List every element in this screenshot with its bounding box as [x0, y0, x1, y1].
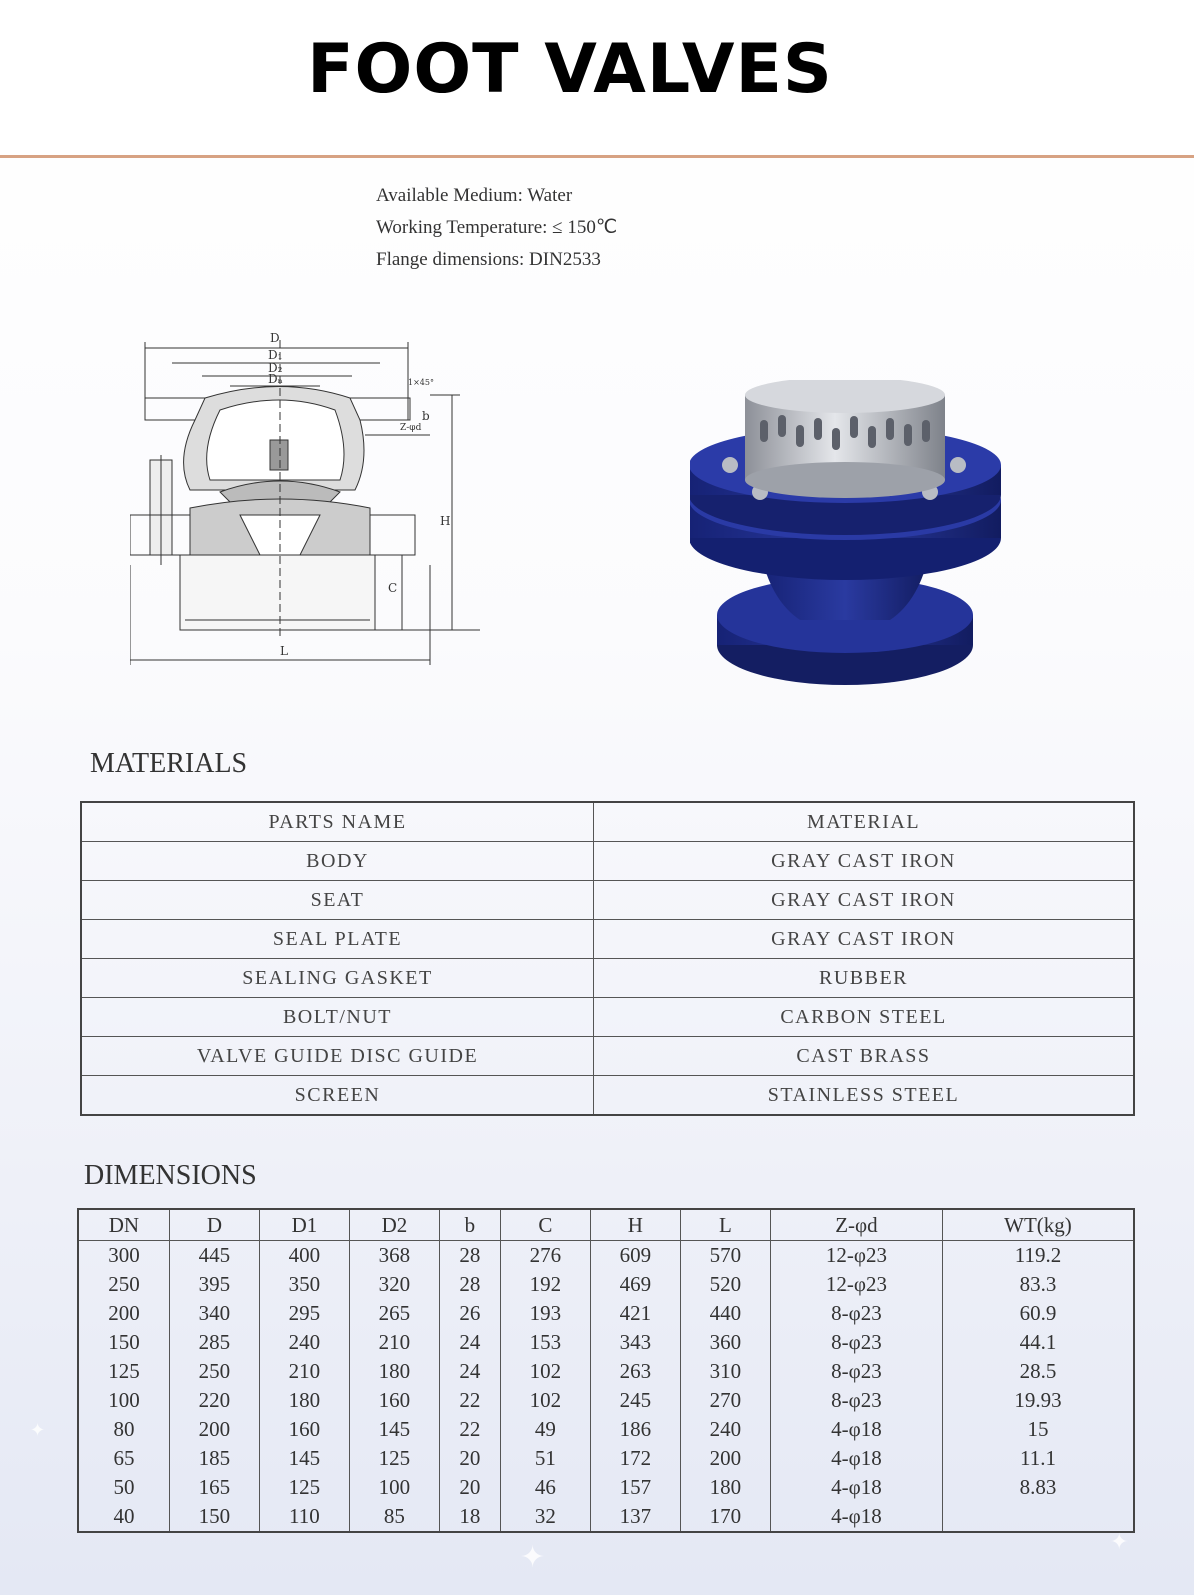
column-header: C — [500, 1209, 590, 1241]
dimension-cell: 18 — [439, 1502, 500, 1532]
column-header: DN — [78, 1209, 169, 1241]
dimension-cell: 44.1 — [942, 1328, 1134, 1357]
dimension-cell: 240 — [680, 1415, 770, 1444]
dimension-cell: 186 — [590, 1415, 680, 1444]
spec-temperature: Working Temperature: ≤ 150℃ — [376, 217, 618, 238]
dimension-cell: 145 — [259, 1444, 349, 1473]
dimension-cell: 157 — [590, 1473, 680, 1502]
column-header: D — [169, 1209, 259, 1241]
dimension-cell: 60.9 — [942, 1299, 1134, 1328]
dimension-cell: 20 — [439, 1473, 500, 1502]
dimension-cell: 125 — [259, 1473, 349, 1502]
dimension-cell: 570 — [680, 1241, 770, 1271]
table-row — [81, 1037, 1134, 1076]
dimension-cell: 102 — [500, 1357, 590, 1386]
dimension-cell: 32 — [500, 1502, 590, 1532]
dimension-cell: 265 — [349, 1299, 439, 1328]
dimension-cell: 125 — [349, 1444, 439, 1473]
dimension-cell: 150 — [78, 1328, 169, 1357]
dimension-cell: 250 — [169, 1357, 259, 1386]
label-l: L — [280, 644, 288, 658]
dimension-cell: 8-φ23 — [770, 1386, 942, 1415]
dimension-cell: 11.1 — [942, 1444, 1134, 1473]
dimension-cell: 22 — [439, 1415, 500, 1444]
foot-valve-photo-icon — [690, 380, 1030, 700]
dimension-cell: 4-φ18 — [770, 1502, 942, 1532]
dimension-cell: 49 — [500, 1415, 590, 1444]
dimensions-heading: DIMENSIONS — [84, 1160, 257, 1191]
dimension-cell: 440 — [680, 1299, 770, 1328]
dimension-cell: 85 — [349, 1502, 439, 1532]
label-d1: D₁ — [268, 348, 283, 362]
valve-section-drawing — [130, 330, 490, 685]
column-header: D1 — [259, 1209, 349, 1241]
dimension-cell: 100 — [349, 1473, 439, 1502]
table-row — [78, 1328, 1134, 1357]
table-row — [78, 1386, 1134, 1415]
materials-table — [80, 801, 1135, 1116]
dimension-cell: 210 — [349, 1328, 439, 1357]
dimension-cell: 12-φ23 — [770, 1241, 942, 1271]
spec-medium: Available Medium: Water — [376, 185, 573, 206]
dimension-cell: 200 — [78, 1299, 169, 1328]
label-h: H — [440, 514, 451, 528]
table-row — [78, 1415, 1134, 1444]
dimension-cell: 285 — [169, 1328, 259, 1357]
dimension-cell: 46 — [500, 1473, 590, 1502]
table-row — [78, 1357, 1134, 1386]
table-row — [81, 881, 1134, 920]
dimension-cell: 24 — [439, 1357, 500, 1386]
dimension-cell: 137 — [590, 1502, 680, 1532]
material-cell: MATERIAL — [594, 802, 1135, 842]
dimension-cell: 160 — [259, 1415, 349, 1444]
column-header: L — [680, 1209, 770, 1241]
dimension-cell: 100 — [78, 1386, 169, 1415]
dimension-cell: 65 — [78, 1444, 169, 1473]
dimension-cell: 180 — [680, 1473, 770, 1502]
dimension-cell: 8-φ23 — [770, 1357, 942, 1386]
table-row — [81, 959, 1134, 998]
dimension-cell: 300 — [78, 1241, 169, 1271]
dimension-cell: 28 — [439, 1270, 500, 1299]
dimension-cell: 4-φ18 — [770, 1415, 942, 1444]
dimension-cell: 80 — [78, 1415, 169, 1444]
dimension-cell: 153 — [500, 1328, 590, 1357]
dimension-cell: 110 — [259, 1502, 349, 1532]
material-cell: CARBON STEEL — [594, 998, 1135, 1037]
material-cell: RUBBER — [594, 959, 1135, 998]
dimension-cell: 250 — [78, 1270, 169, 1299]
dimension-cell: 180 — [349, 1357, 439, 1386]
table-row — [78, 1473, 1134, 1502]
dimension-cell: 368 — [349, 1241, 439, 1271]
dimension-cell: 165 — [169, 1473, 259, 1502]
part-name-cell: PARTS NAME — [81, 802, 594, 842]
dimension-cell: 200 — [680, 1444, 770, 1473]
column-header: Z-φd — [770, 1209, 942, 1241]
dimension-cell: 4-φ18 — [770, 1473, 942, 1502]
dimension-cell: 20 — [439, 1444, 500, 1473]
table-row — [81, 1076, 1134, 1116]
dimension-cell: 26 — [439, 1299, 500, 1328]
material-cell: CAST BRASS — [594, 1037, 1135, 1076]
table-row — [78, 1444, 1134, 1473]
label-chamfer: 1×45° — [408, 378, 434, 387]
dimension-cell: 8-φ23 — [770, 1299, 942, 1328]
dimension-cell: 445 — [169, 1241, 259, 1271]
dimension-cell: 102 — [500, 1386, 590, 1415]
dimension-cell: 28.5 — [942, 1357, 1134, 1386]
dimension-cell: 340 — [169, 1299, 259, 1328]
title-divider — [0, 155, 1194, 158]
column-header: WT(kg) — [942, 1209, 1134, 1241]
dimensions-table — [77, 1208, 1135, 1533]
dimension-cell: 170 — [680, 1502, 770, 1532]
table-row — [78, 1270, 1134, 1299]
dimension-cell: 8-φ23 — [770, 1328, 942, 1357]
dimension-cell: 270 — [680, 1386, 770, 1415]
sparkle-icon: ✦ — [520, 1540, 546, 1575]
label-dn: Dₙ — [268, 372, 283, 386]
dimension-cell: 125 — [78, 1357, 169, 1386]
dimension-cell: 310 — [680, 1357, 770, 1386]
dimension-cell: 185 — [169, 1444, 259, 1473]
dimension-cell: 145 — [349, 1415, 439, 1444]
label-d2: D₂ — [268, 361, 283, 375]
dimension-cell: 180 — [259, 1386, 349, 1415]
part-name-cell: BODY — [81, 842, 594, 881]
spec-flange: Flange dimensions: DIN2533 — [376, 249, 601, 270]
dimension-cell: 193 — [500, 1299, 590, 1328]
dimension-cell: 83.3 — [942, 1270, 1134, 1299]
material-cell: STAINLESS STEEL — [594, 1076, 1135, 1116]
dimension-cell: 8.83 — [942, 1473, 1134, 1502]
dimension-cell: 172 — [590, 1444, 680, 1473]
dimension-cell — [942, 1502, 1134, 1532]
material-cell: GRAY CAST IRON — [594, 842, 1135, 881]
part-name-cell: SEALING GASKET — [81, 959, 594, 998]
label-c: C — [388, 581, 398, 595]
dimension-cell: 245 — [590, 1386, 680, 1415]
dimension-cell: 51 — [500, 1444, 590, 1473]
table-row — [81, 920, 1134, 959]
table-row — [78, 1241, 1134, 1271]
sparkle-icon: ✦ — [1110, 1530, 1129, 1555]
column-header: b — [439, 1209, 500, 1241]
dimension-cell: 200 — [169, 1415, 259, 1444]
label-holes: Z-φd — [400, 423, 422, 433]
page-title: FOOT VALVES — [307, 30, 833, 109]
part-name-cell: SEAL PLATE — [81, 920, 594, 959]
dimension-cell: 350 — [259, 1270, 349, 1299]
dimension-cell: 360 — [680, 1328, 770, 1357]
dimension-cell: 343 — [590, 1328, 680, 1357]
dimension-cell: 263 — [590, 1357, 680, 1386]
materials-header-row — [81, 802, 1134, 842]
dimension-cell: 210 — [259, 1357, 349, 1386]
dimension-cell: 240 — [259, 1328, 349, 1357]
table-row — [81, 842, 1134, 881]
label-d: D — [270, 331, 280, 345]
dimension-cell: 24 — [439, 1328, 500, 1357]
dimension-cell: 15 — [942, 1415, 1134, 1444]
dimension-cell: 28 — [439, 1241, 500, 1271]
dimension-cell: 150 — [169, 1502, 259, 1532]
dimension-cell: 395 — [169, 1270, 259, 1299]
dimension-cell: 520 — [680, 1270, 770, 1299]
dimension-cell: 421 — [590, 1299, 680, 1328]
dimension-cell: 19.93 — [942, 1386, 1134, 1415]
dimension-cell: 40 — [78, 1502, 169, 1532]
dimension-cell: 320 — [349, 1270, 439, 1299]
dimension-cell: 4-φ18 — [770, 1444, 942, 1473]
part-name-cell: SCREEN — [81, 1076, 594, 1116]
materials-heading: MATERIALS — [90, 748, 248, 779]
label-b: b — [422, 409, 430, 423]
dimension-cell: 276 — [500, 1241, 590, 1271]
dimension-cell: 12-φ23 — [770, 1270, 942, 1299]
table-row — [78, 1502, 1134, 1532]
part-name-cell: BOLT/NUT — [81, 998, 594, 1037]
dimension-cell: 295 — [259, 1299, 349, 1328]
table-row — [81, 998, 1134, 1037]
part-name-cell: SEAT — [81, 881, 594, 920]
part-name-cell: VALVE GUIDE DISC GUIDE — [81, 1037, 594, 1076]
dimension-cell: 22 — [439, 1386, 500, 1415]
dimension-cell: 469 — [590, 1270, 680, 1299]
dimension-cell: 609 — [590, 1241, 680, 1271]
dimension-cell: 220 — [169, 1386, 259, 1415]
material-cell: GRAY CAST IRON — [594, 881, 1135, 920]
material-cell: GRAY CAST IRON — [594, 920, 1135, 959]
dimension-cell: 119.2 — [942, 1241, 1134, 1271]
dimension-cell: 50 — [78, 1473, 169, 1502]
dimension-cell: 160 — [349, 1386, 439, 1415]
table-row — [78, 1299, 1134, 1328]
dimension-cell: 192 — [500, 1270, 590, 1299]
column-header: D2 — [349, 1209, 439, 1241]
dimension-cell: 400 — [259, 1241, 349, 1271]
spec-list — [376, 180, 617, 276]
column-header: H — [590, 1209, 680, 1241]
sparkle-icon: ✦ — [30, 1420, 46, 1441]
